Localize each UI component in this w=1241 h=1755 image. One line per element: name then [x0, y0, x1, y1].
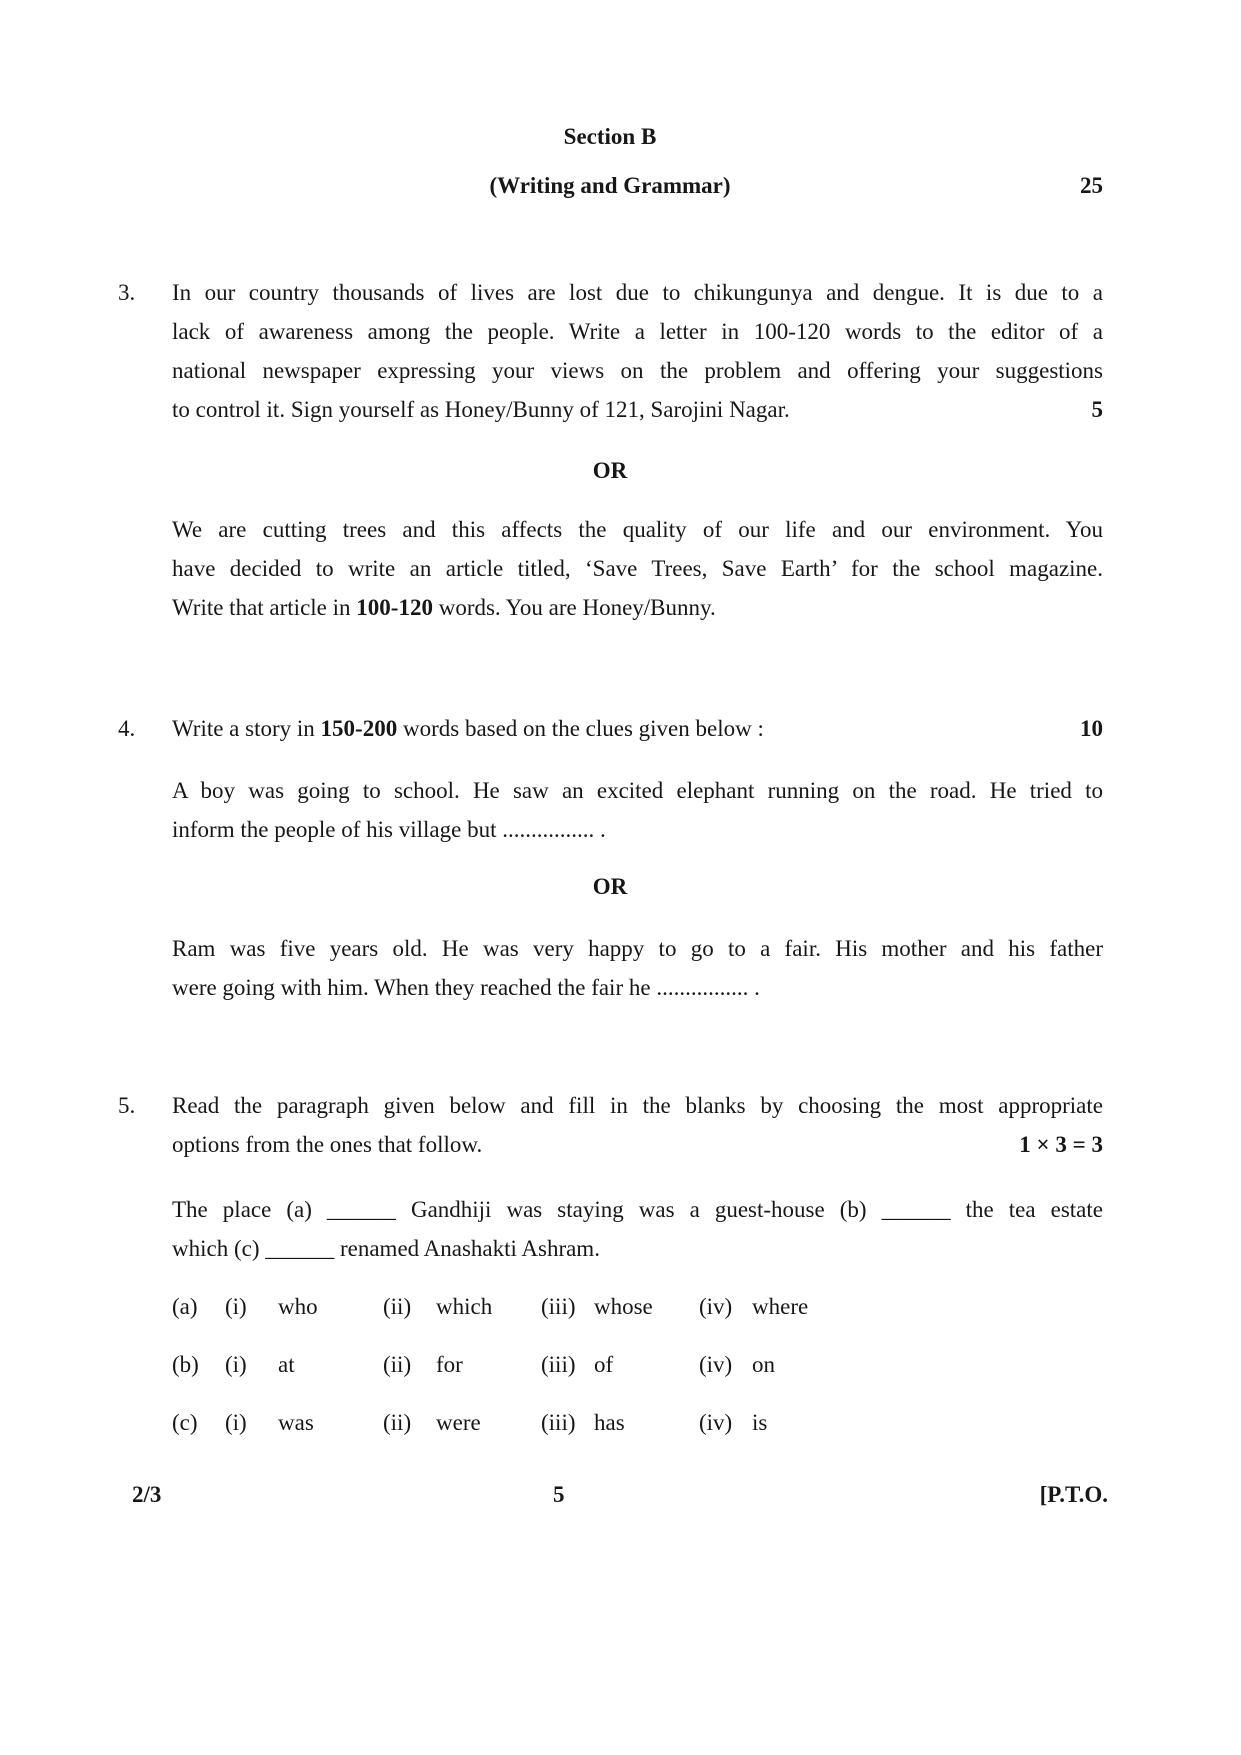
question-5-paragraph — [172, 1190, 1103, 1268]
option-b-iv-marker: (iv) — [699, 1352, 733, 1377]
section-title: Section B — [563, 124, 657, 149]
option-c-i-word: was — [278, 1410, 314, 1435]
option-b-iii-word: of — [594, 1352, 614, 1377]
option-a-i-marker: (i) — [225, 1294, 247, 1319]
question-3-line-2: lack of awareness among the people. Write a letter in 100-120 words to the editor of a — [172, 319, 1103, 344]
question-3-alternative — [172, 510, 1103, 627]
option-a-iv-word: where — [752, 1294, 809, 1319]
content-column — [118, 0, 1108, 1514]
question-3-or-label: OR — [592, 458, 628, 483]
question-4-number: 4. — [118, 716, 136, 741]
option-a-iii-marker: (iii) — [541, 1294, 576, 1319]
option-a-ii-word: which — [436, 1294, 493, 1319]
question-4-heading — [172, 709, 1103, 748]
question-4-story-2 — [172, 929, 1103, 1007]
question-5 — [118, 1086, 1103, 1164]
option-c-iii-marker: (iii) — [541, 1410, 576, 1435]
question-3-alt-word-limit: 100-120 — [356, 595, 433, 620]
option-row-c — [172, 1403, 1103, 1442]
question-3-number: 3. — [118, 280, 136, 305]
option-c-ii-marker: (ii) — [383, 1410, 412, 1435]
option-b-iii-marker: (iii) — [541, 1352, 576, 1377]
footer-paper-code: 2/3 — [132, 1482, 162, 1507]
question-4-marks: 10 — [1080, 716, 1103, 741]
option-c-iv-marker: (iv) — [699, 1410, 733, 1435]
question-5-paragraph-line-1: The place (a) ______ Gandhiji was staying was a guest-house (b) ______ the tea estate — [172, 1197, 1103, 1222]
question-3-line-1: In our country thousands of lives are lost due to chikungunya and dengue. It is due to a — [172, 280, 1103, 305]
option-b-iv-word: on — [752, 1352, 775, 1377]
question-4-story-2-line-1: Ram was five years old. He was very happy to go to a fair. His mother and his father — [172, 936, 1103, 961]
question-5-line-2-text: options from the ones that follow. — [172, 1132, 483, 1157]
option-b-i-word: at — [278, 1352, 295, 1377]
question-4-heading-pre: Write a story in — [172, 716, 321, 741]
question-3-alt-line-3-pre: Write that article in — [172, 595, 357, 620]
section-subtitle: (Writing and Grammar) — [489, 173, 731, 198]
question-3-alt-line-2: have decided to write an article titled, ‘Save Trees, Save Earth’ for the school magazine. — [172, 556, 1103, 581]
option-b-ii-word: for — [436, 1352, 463, 1377]
question-5-options — [172, 1287, 1103, 1442]
question-5-marks: 1 × 3 = 3 — [1019, 1132, 1103, 1157]
option-a-i-word: who — [278, 1294, 318, 1319]
question-4-story-1-line-2: inform the people of his village but ................ . — [172, 817, 606, 842]
question-5-line-2 — [172, 1125, 1103, 1164]
question-4-story-1 — [172, 771, 1103, 849]
option-b-ii-marker: (ii) — [383, 1352, 412, 1377]
section-total-marks: 25 — [1080, 173, 1103, 198]
question-4-heading-post: words based on the clues given below : — [397, 716, 764, 741]
footer-page-number: 5 — [553, 1482, 565, 1507]
question-4-story-1-line-1: A boy was going to school. He saw an excited elephant running on the road. He tried to — [172, 778, 1103, 803]
option-c-ii-word: were — [436, 1410, 481, 1435]
option-row-b — [172, 1345, 1103, 1384]
question-3-marks: 5 — [1091, 397, 1103, 422]
question-3 — [118, 273, 1103, 429]
footer-pto-label: [P.T.O. — [1039, 1482, 1108, 1507]
option-row-b-label: (b) — [172, 1352, 199, 1377]
question-3-alt-line-3 — [172, 588, 1103, 627]
option-a-iv-marker: (iv) — [699, 1294, 733, 1319]
question-3-line-4 — [172, 390, 1103, 429]
question-5-line-1: Read the paragraph given below and fill in the blanks by choosing the most appropriate — [172, 1093, 1103, 1118]
question-4-or-label: OR — [592, 874, 628, 899]
option-b-i-marker: (i) — [225, 1352, 247, 1377]
question-3-alt-line-1: We are cutting trees and this affects the quality of our life and our environment. You — [172, 517, 1103, 542]
page-footer — [132, 1475, 1108, 1514]
option-c-iii-word: has — [594, 1410, 625, 1435]
question-3-line-3: national newspaper expressing your views on the problem and offering your suggestions — [172, 358, 1103, 383]
question-4-word-limit: 150-200 — [320, 716, 398, 741]
option-a-iii-word: whose — [594, 1294, 653, 1319]
question-5-paragraph-line-2: which (c) ______ renamed Anashakti Ashram. — [172, 1236, 600, 1261]
question-3-line-4-text: to control it. Sign yourself as Honey/Bunny of 121, Sarojini Nagar. — [172, 397, 790, 422]
option-c-i-marker: (i) — [225, 1410, 247, 1435]
question-4 — [118, 709, 1103, 748]
question-5-number: 5. — [118, 1093, 136, 1118]
section-subtitle-row — [172, 166, 1103, 205]
option-row-a — [172, 1287, 1103, 1326]
option-row-a-label: (a) — [172, 1294, 198, 1319]
question-4-story-2-line-2: were going with him. When they reached the fair he ................ . — [172, 975, 760, 1000]
option-c-iv-word: is — [752, 1410, 768, 1435]
question-3-alt-line-3-post: words. You are Honey/Bunny. — [432, 595, 716, 620]
option-row-c-label: (c) — [172, 1410, 198, 1435]
option-a-ii-marker: (ii) — [383, 1294, 412, 1319]
